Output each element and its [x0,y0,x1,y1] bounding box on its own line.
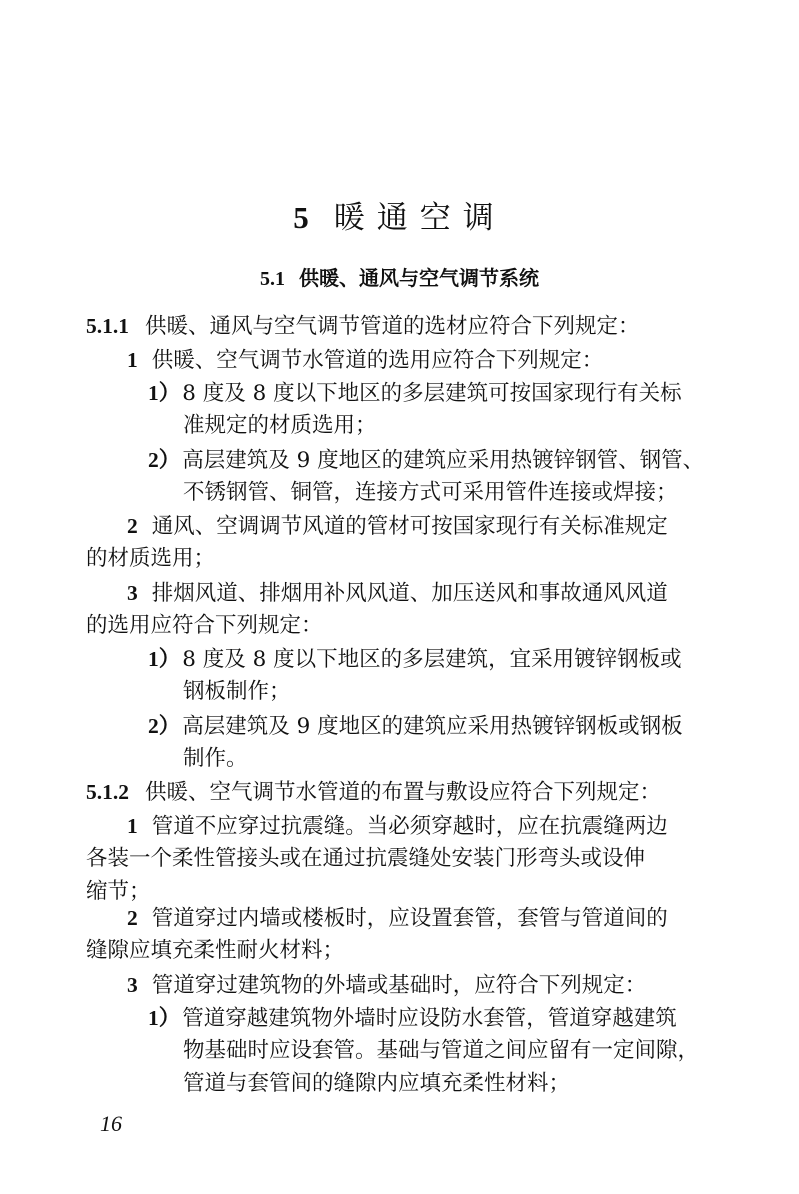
subitem-continuation [183,411,377,441]
item-line [127,970,646,1001]
item-number: 3 [127,973,138,997]
item-number: 2 [127,906,138,930]
subitem-number: 2） [148,714,181,738]
subitem-text: 准规定的材质选用； [183,413,377,438]
subitem-continuation [183,478,678,508]
item-line [127,511,668,542]
item-text: 缩节； [86,879,151,904]
clause-5-1-2-line [86,777,661,808]
clause-number: 5.1.2 [86,780,129,804]
subitem-text: 8 度及 8 度以下地区的多层建筑，宜采用镀锌钢板或 [182,647,682,672]
subitem-number: 1） [148,647,181,671]
subitem-line [148,378,682,409]
item-text: 的材质选用； [86,546,216,571]
item-text: 各装一个柔性管接头或在通过抗震缝处安装门形弯头或设伸 [86,846,646,871]
item-number: 1 [127,348,138,372]
subitem-continuation [183,677,291,707]
subitem-text: 物基础时应设套管。基础与管道之间应留有一定间隙， [183,1038,700,1063]
item-number: 1 [127,814,138,838]
item-text: 排烟风道、排烟用补风风道、加压送风和事故通风风道 [151,581,668,606]
subitem-text: 8 度及 8 度以下地区的多层建筑可按国家现行有关标 [182,381,682,406]
subitem-number: 2） [148,448,181,472]
item-number: 3 [127,581,138,605]
item-line [127,903,668,934]
item-line [127,578,668,609]
subitem-continuation [183,1069,570,1099]
subitem-line [148,711,683,742]
item-line [127,345,603,376]
section-number: 5.1 [260,268,285,290]
item-continuation [86,936,344,966]
subitem-number: 1） [148,381,181,405]
item-continuation [86,611,323,641]
clause-5-1-1-line [86,311,640,342]
item-text: 管道穿过内墙或楼板时，应设置套管，套管与管道间的 [151,906,668,931]
chapter-title [0,192,799,237]
subitem-continuation [183,1036,699,1066]
subitem-text: 制作。 [183,746,248,771]
section-title [0,262,799,291]
subitem-line [148,644,682,675]
chapter-number: 5 [293,200,310,235]
section-name: 供暖、通风与空气调节系统 [299,266,539,290]
clause-number: 5.1.1 [86,314,129,338]
item-text: 管道不应穿过抗震缝。当必须穿越时，应在抗震缝两边 [151,814,668,839]
item-text: 供暖、空气调节水管道的选用应符合下列规定： [151,348,604,373]
clause-text: 供暖、通风与空气调节管道的选材应符合下列规定： [145,314,640,339]
subitem-text: 不锈钢管、铜管，连接方式可采用管件连接或焊接； [183,480,678,505]
item-text: 的选用应符合下列规定： [86,613,323,638]
item-text: 缝隙应填充柔性耐火材料； [86,938,345,963]
item-line [127,811,668,842]
subitem-text: 管道与套管间的缝隙内应填充柔性材料； [183,1071,571,1096]
item-number: 2 [127,514,138,538]
subitem-continuation [183,744,248,774]
subitem-text: 钢板制作； [183,679,291,704]
subitem-number: 1） [148,1006,181,1030]
page-number: 16 [100,1111,122,1136]
chapter-name: 暖通空调 [333,200,506,236]
subitem-line [148,1003,677,1034]
clause-text: 供暖、空气调节水管道的布置与敷设应符合下列规定： [145,780,662,805]
subitem-line [148,445,704,476]
item-continuation [86,544,215,574]
subitem-text: 高层建筑及 9 度地区的建筑应采用热镀锌钢板或钢板 [182,714,683,739]
subitem-text: 管道穿越建筑物外墙时应设防水套管，管道穿越建筑 [182,1006,677,1031]
item-text: 管道穿过建筑物的外墙或基础时，应符合下列规定： [151,973,647,998]
item-continuation [86,844,645,874]
item-text: 通风、空调调节风道的管材可按国家现行有关标准规定 [151,514,668,539]
subitem-text: 高层建筑及 9 度地区的建筑应采用热镀锌钢管、钢管、 [182,448,705,473]
